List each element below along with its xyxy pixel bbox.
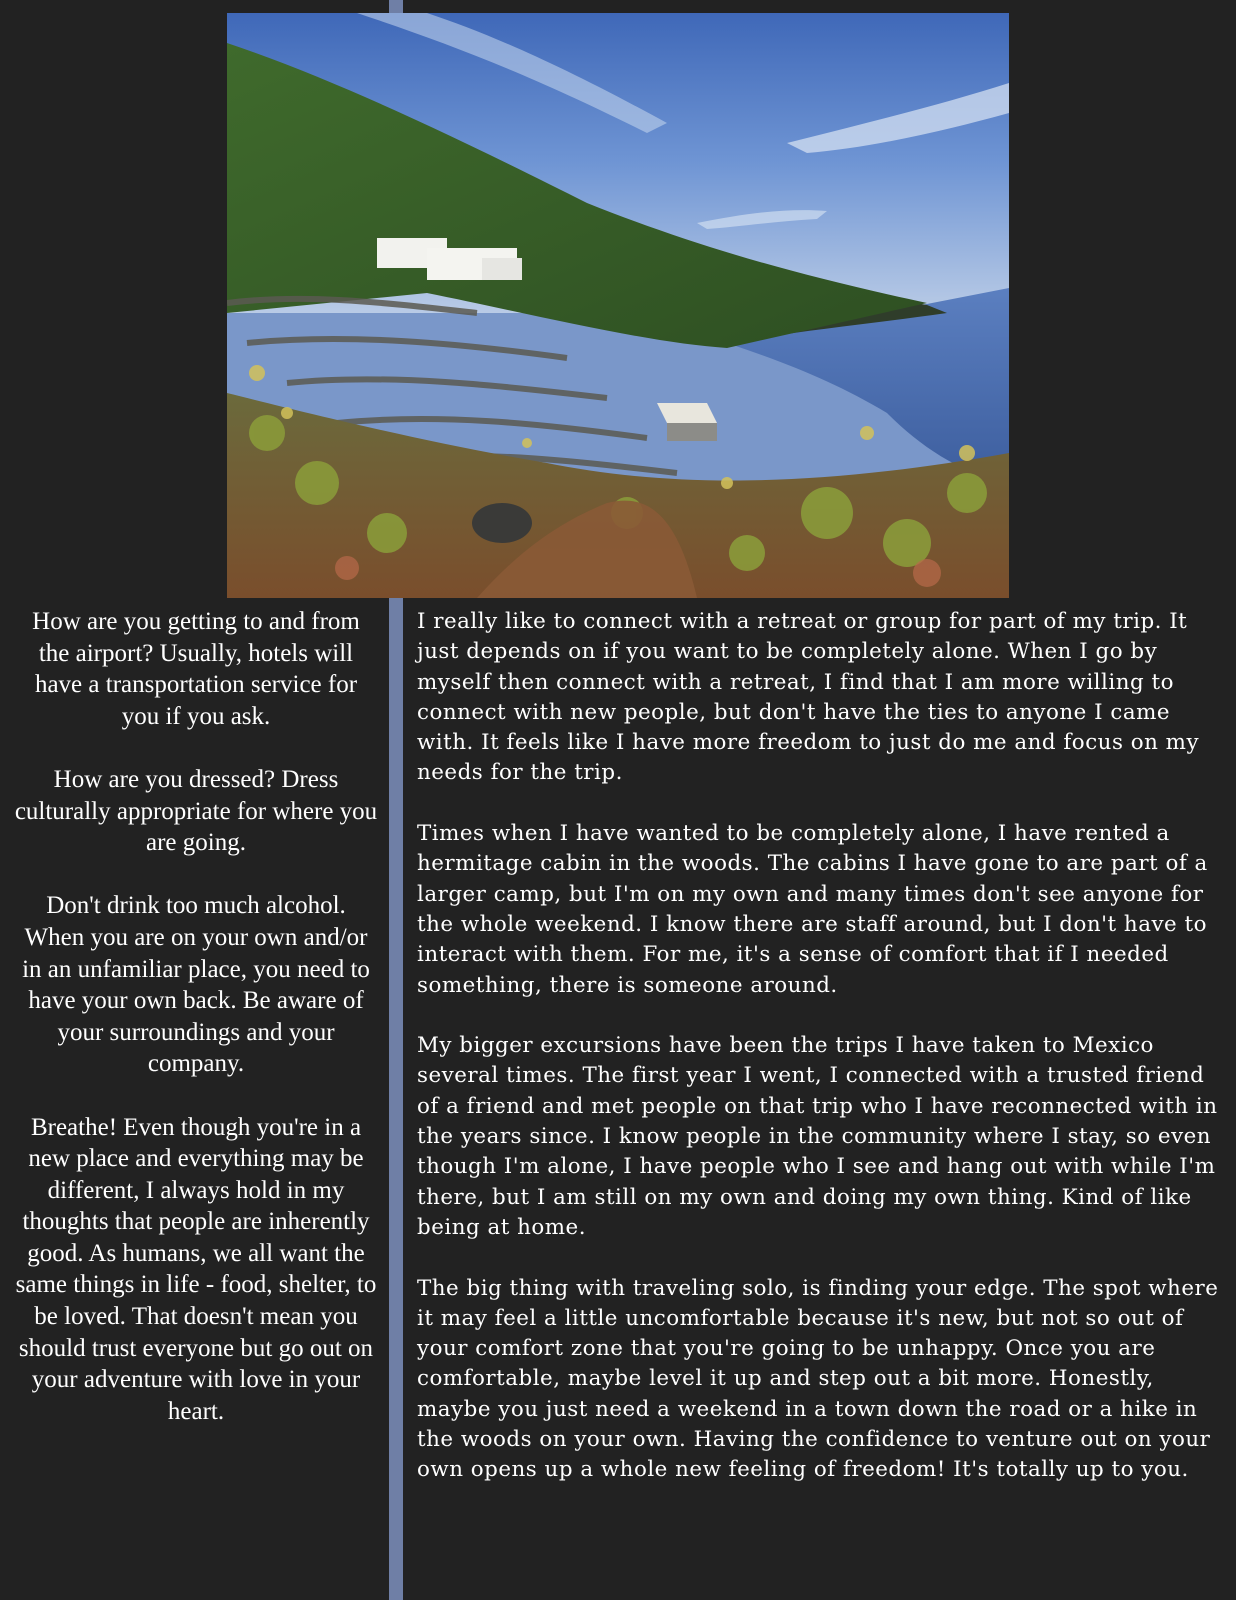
- tip-paragraph-alcohol: Don't drink too much alcohol. When you are on your own and/or in an unfamiliar place, you need to have your own back. Be aware of your surroundings and your company.: [22, 892, 370, 1078]
- story-paragraph-cabin: Times when I have wanted to be completely alone, I have rented a hermitage cabin in the woods. The cabins I have gone to are part of a larger camp, but I'm on my own and many times don't see anyone for the whole weekend. I know there are staff around, but I don't have to interact with them. For me, it's a sense of comfort that if I needed something, there is someone around.: [417, 821, 1208, 998]
- story-paragraph-mexico: My bigger excursions have been the trips I have taken to Mexico several times. The first year I went, I connected with a trusted friend of a friend and met people on that trip who I have reconnected with in the years since. I know people in the community where I stay, so even though I'm alone, I have people who I see and hang out with while I'm there, but I am still on my own and doing my own thing. Kind of like being at home.: [417, 1033, 1218, 1240]
- coastal-hillside-photo: [227, 13, 1009, 598]
- tip-paragraph-dress: How are you dressed? Dress culturally appropriate for where you are going.: [14, 765, 378, 857]
- right-column-story: [417, 607, 1232, 1516]
- left-column-tips: [14, 606, 378, 1459]
- tip-paragraph-breathe: Breathe! Even though you're in a new place and everything may be different, I always hold in my thoughts that people are inherently good. As humans, we all want the same things in life - food, shelter, to be loved. That doesn't mean you should trust everyone but go out on your adventure with love in your heart.: [15, 1113, 377, 1425]
- story-paragraph-edge: The big thing with traveling solo, is finding your edge. The spot where it may feel a little uncomfortable because it's new, but not so out of your comfort zone that you're going to be unhappy. Once you are comfortable, maybe level it up and step out a bit more. Honestly, maybe you just need a weekend in a town down the road or a hike in the woods on your own. Having the confidence to venture out on your own opens up a whole new feeling of freedom! It's totally up to you.: [417, 1275, 1219, 1483]
- tip-paragraph-airport: How are you getting to and from the airport? Usually, hotels will have a transportation service for you if you ask.: [32, 608, 360, 730]
- story-paragraph-retreat: I really like to connect with a retreat or group for part of my trip. It just depends on if you want to be completely alone. When I go by myself then connect with a retreat, I find that I am more willing to connect with new people, but don't have the ties to anyone I came with. It feels like I have more freedom to just do me and focus on my needs for the trip.: [417, 609, 1200, 786]
